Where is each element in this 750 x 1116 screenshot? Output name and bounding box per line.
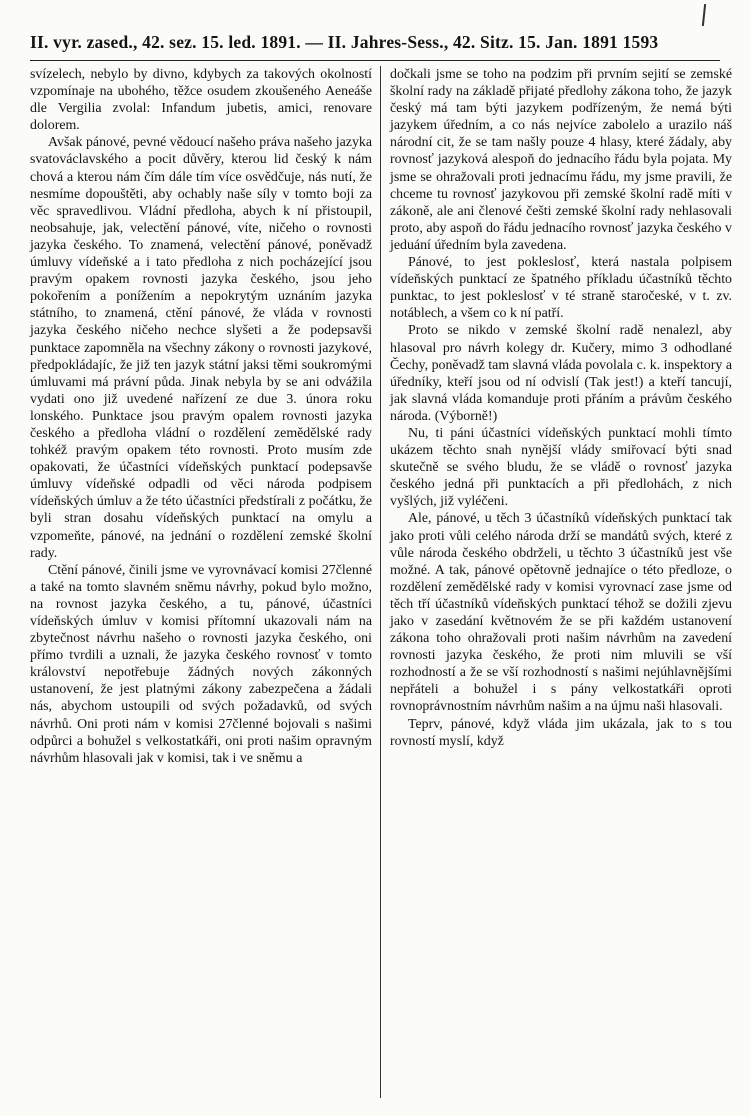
ink-mark xyxy=(702,4,706,26)
column-divider xyxy=(380,66,381,1098)
paragraph: Teprv, pánové, když vláda jim ukázala, jak to s tou rovností myslí, když xyxy=(390,716,732,749)
paragraph: Ale, pánové, u těch 3 účastníků vídeňských punktací tak jako proti vůli celého národa drží se mandátů svých, které z vůle národa českého obdrželi, u těchto 3 účastníků jest vše možné. A tak, pánové opětovně jednajíce o této předloze, o rozdělení zemědělské rady v komisi vyrovnací zase jsme od těch tří účastníků vídeňských punktací téhož se dožili zjevu jako v zasedání květnovém že se při každém ustanovení zákona toho ohražovali proti našim návrhům na zavedení rovnosti jazyka českého, že proti nim mluvili se vší rozhodností a že se vší rozhodností s našimi nejúhlavnějšími nepřáteli a bohužel i s pány velkostatkáři oproti rovnoprávnostním návrhům našim a na újmu naši hlasovali. xyxy=(390,511,732,715)
page-header: II. vyr. zased., 42. sez. 15. led. 1891. — II. Jahres-Sess., 42. Sitz. 15. Jan. 1891 1593 xyxy=(30,32,659,52)
right-column xyxy=(390,66,732,750)
paragraph: Ctění pánové, činili jsme ve vyrovnávací komisi 27členné a také na tomto slavném sněmu návrhy, pokud bylo možno, na rovnost jazyka českého, a tu, pánové, účastníci vídeňských úmluv v komisi přítomní ukazovali nám na zbytečnost návrhu našeho o rovnosti jazyka českého, oni přímo tvrdili a uznali, že jazyka českého rovnosť v tomto království nepotřebuje žádných nových zákonných ustanovení, že jest platnými zákony zabezpečena a žádali nás, abychom ustoupili od svých požadavků, od svých návrhů. Oni proti nám v komisi 27členné bojovali s našimi odpůrci a bohužel s velkostatkáři, oni proti našim opravným návrhům hlasovali jak v komisi, tak i ve sněmu a xyxy=(30,562,372,766)
header-rule xyxy=(30,60,720,61)
paragraph: Proto se nikdo v zemské školní radě nenalezl, aby hlasoval pro návrh kolegy dr. Kučery, mimo 3 odhodlané Čechy, poněvadž tam slavná vláda povolala c. k. inspektory a úředníky, kteří jsou od ní odvislí (Tak jest!) a kteří tancují, jak slavná vláda komanduje proti přáním a právům českého národa. (Výborně!) xyxy=(390,323,732,424)
paragraph: dočkali jsme se toho na podzim při prvním sejití se zemské školní rady na základě přijaté předlohy zákona toho, že jazyk český má tam býti jazykem podřízeným, že nemá býti jazykem úředním, a co nás nejvíce zabolelo a urazilo náš národní cit, že se tam našly pouze 4 hlasy, které žádaly, aby rovnosť jazyková alespoň do jednacího řádu byla pojata. My jsme se ohražovali proti jednacímu řádu, my jsme pravili, že chceme tu rovnosť jazykovou při zemské školní radě míti v zákoně, ale ani členové češti zemské školní rady nehlasovali proto, aby aspoň do řádu jednacího rovnosť jazyka českého v jeduání úředním byla zavedena. xyxy=(390,67,732,253)
paragraph: Pánové, to jest pokleslosť, která nastala po‌lpisem vídeňských punktací ze špatného příkladu účastníků těchto punktac, to jest pokleslosť v té straně staročeské, v t. zv. notáblech, a všem co k ní patří. xyxy=(390,255,732,322)
paragraph: svízelech, nebylo by divno, kdybych za takových okolností vzpomínaje na ubohého, těžce osudem zkoušeného Aeneáše dle Vergilia zvolal: Infandum jubetis, amici, renovare dolorem. xyxy=(30,67,372,134)
paragraph: Avšak pánové, pevné vědoucí našeho práva našeho jazyka svatováclavského a pocit důvěry, kterou lid český k nám chová a kterou nám čím dále tím více osvědčuje, nás nutí, že nesmíme dopouštěti, aby ochably naše síly v tomto boji za věc spravedlivou. Vládní předloha, abych k ní přistoupil, neobsahuje, jak, velectění pánové, víte, ničeho o rovnosti jazyka českého. To znamená, velectění pánové, poněvadž úmluvy vídeňské a i tato předloha z nich pocházející jsou pravým opakem rovnosti jazyka českého, jsou jeho pokořením a ponížením a nepokrytým uznáním jazyka státního, to znamená, ctění pánové, že vláda v rovnosti jazyka českého ničeho nechce slyšeti a že podepsavši punktace zapomněla na všechny zákony o rovnosti jazykové, předpokládajíc, že již ten jazyk státní jaksi těmi soukromými úmluvami má právní půda. Jinak nebyla by se ani odvážila vydati ono již uvedené nařízení ze due 3. února roku lonského. Punktace jsou pravým opalem rovnosti jazyka českého a předloha vládní o rozdělení zemědělské rady tohkéž pravým opakem této rovnosti. Proto musím zde opakovati, že účastníci vídeňských punktací podepsavše úmluvy vídeňské odpadli od věci národa podpisem vídeňských úmluv a že této účastníci předstírali z počátku, že byli stran dosahu vídeňských punktací na omylu a vzpomeňte, pánové, na jednání o rozdělení zemské školní rady. xyxy=(30,135,372,561)
paragraph: Nu, ti páni účastníci vídeňských punktací mohli tímto ukázem těchto snah nynější vlády smiřovací býti snad skutečně se svého bludu, že se vládě o rovnosť jazyka českého jedná při punktacích a při předlohách, z nich vyšlých, již vyléčeni. xyxy=(390,425,732,510)
left-column xyxy=(30,66,372,767)
